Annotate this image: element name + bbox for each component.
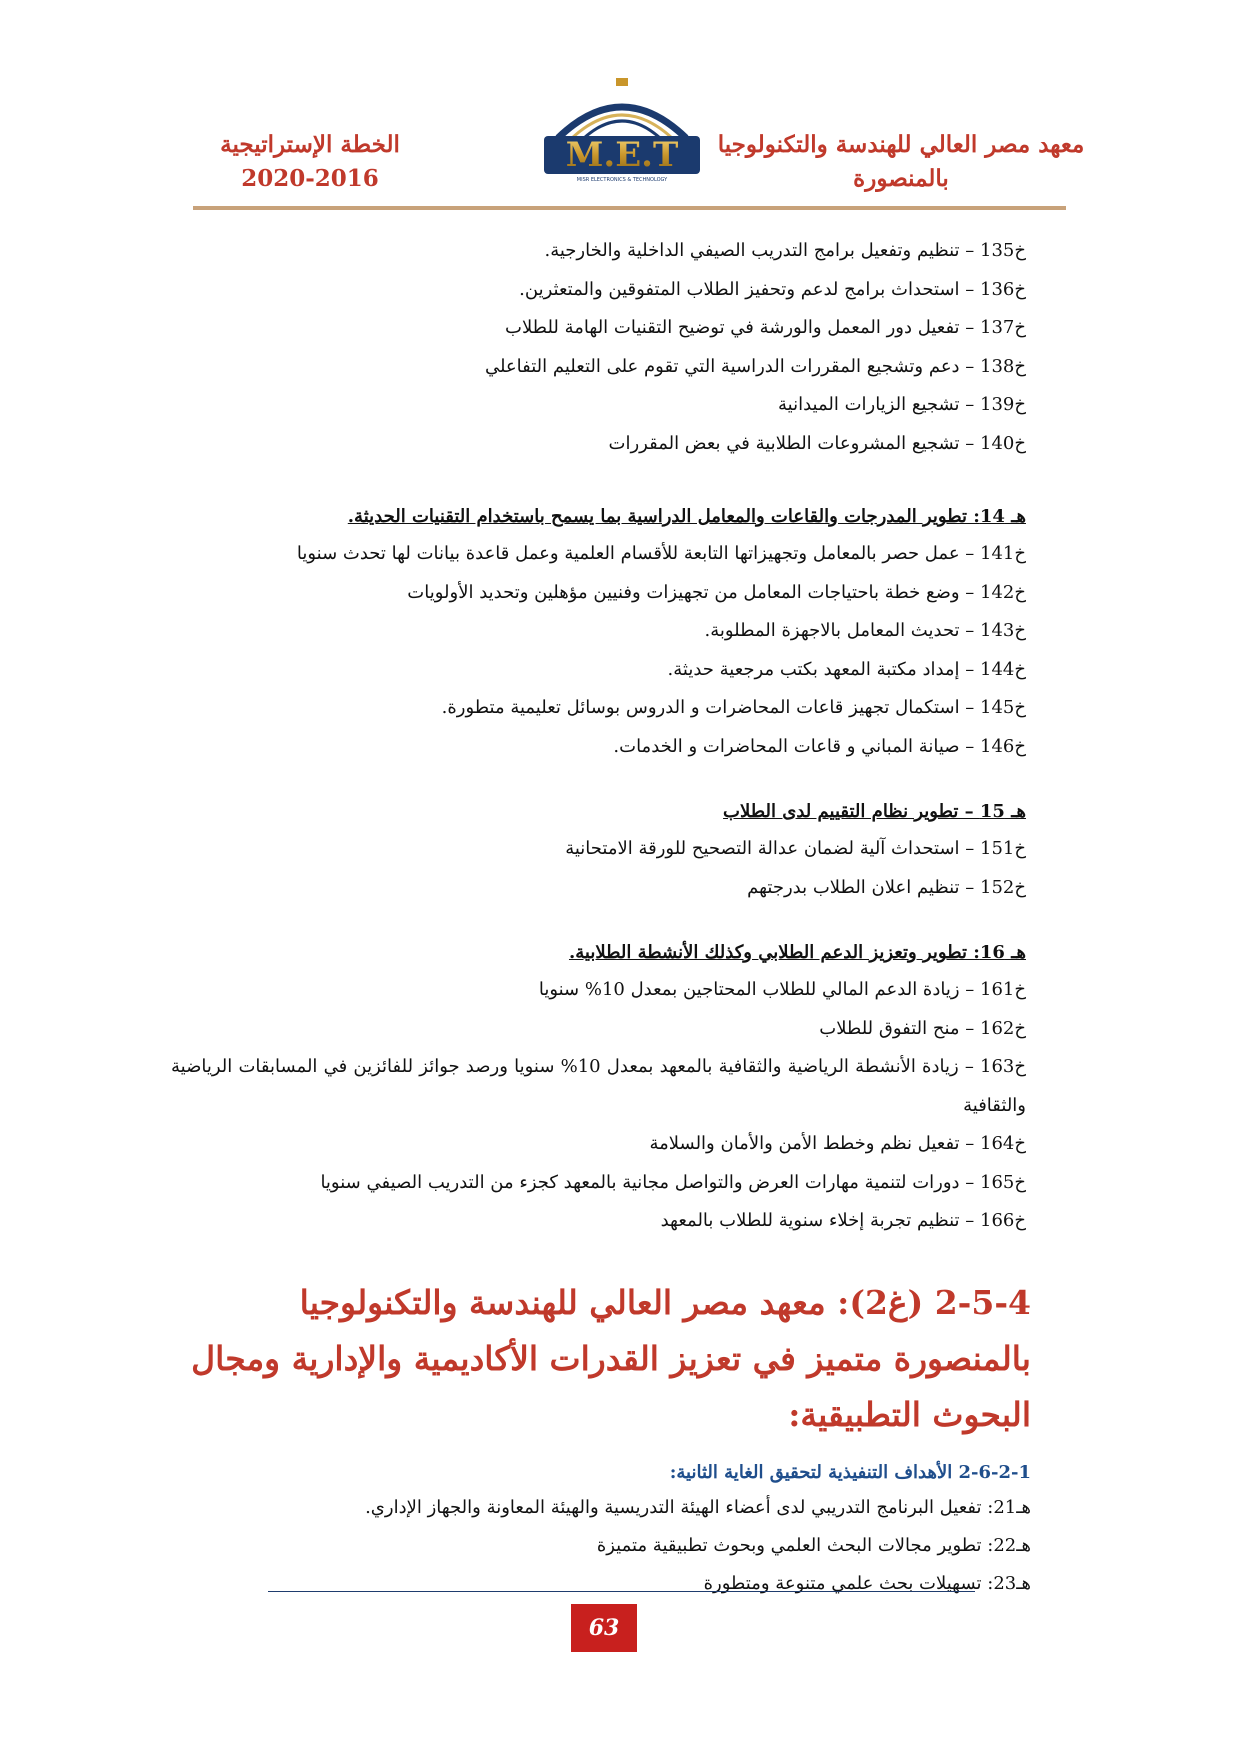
list-item: خ140 – تشجيع المشروعات الطلابية في بعض المقررات: [608, 432, 1026, 454]
list-item: خ141 – عمل حصر بالمعامل وتجهيزاتها التابعة للأقسام العلمية وعمل قاعدة بيانات لها تحدث سنويا: [296, 543, 1026, 564]
list-item: خ146 – صيانة المباني و قاعات المحاضرات و الخدمات.: [613, 735, 1026, 757]
list-item: خ164 – تفعيل نظم وخطط الأمن والأمان والسلامة: [649, 1133, 1026, 1154]
list-item: خ165 – دورات لتنمية مهارات العرض والتواصل مجانية بالمعهد كجزء من التدريب الصيفي سنويا: [320, 1171, 1026, 1193]
objective-item: هـ21: تفعيل البرنامج التدريبي لدى أعضاء الهيئة التدريسية والهيئة المعاونة والجهاز الإداري.: [365, 1496, 1031, 1518]
list-item: خ161 – زيادة الدعم المالي للطلاب المحتاجين بمعدل 10% سنويا: [538, 979, 1026, 1000]
section-15-list: [171, 830, 1061, 907]
plan-title: الخطة الإستراتيجية: [220, 131, 400, 158]
goal-2-objectives: [171, 1489, 1061, 1603]
page-number: 63: [571, 1604, 637, 1652]
section-14-title: هـ 14: تطوير المدرجات والقاعات والمعامل الدراسية بما يسمح باستخدام التقنيات الحديثة.: [347, 506, 1026, 527]
list-item: خ142 – وضع خطة باحتياجات المعامل من تجهيزات وفنيين مؤهلين وتحديد الأولويات: [407, 581, 1026, 603]
institute-name-line2: بالمنصورة: [853, 165, 949, 192]
list-item: خ135 – تنظيم وتفعيل برامج التدريب الصيفي الداخلية والخارجية.: [544, 240, 1026, 261]
logo-text: M.E.T: [565, 135, 679, 175]
objective-item: هـ23: تسهيلات بحث علمي متنوعة ومتطورة: [703, 1572, 1031, 1594]
list-continued: [171, 232, 1061, 463]
header-divider: [193, 206, 1066, 210]
goal-2-heading: 2-5-4 (غ2): معهد مصر العالي للهندسة والتكنولوجيا بالمنصورة متميز في تعزيز القدرات الأكاديمية والإدارية ومجال البحوث التطبيقية:: [191, 1282, 1031, 1434]
goal-2-subheading: 2-6-2-1 الأهداف التنفيذية لتحقيق الغاية الثانية:: [669, 1461, 1031, 1483]
section-16-title: هـ 16: تطوير وتعزيز الدعم الطلابي وكذلك الأنشطة الطلابية.: [568, 942, 1026, 963]
institute-name: [711, 128, 1091, 196]
list-item: خ163 – زيادة الأنشطة الرياضية والثقافية بالمعهد بمعدل 10% سنويا ورصد جوائز للفائزين في المسابقات الرياضية والثقافية: [171, 1056, 1027, 1116]
met-logo: [538, 78, 706, 184]
institute-name-line1: معهد مصر العالي للهندسة والتكنولوجيا: [717, 131, 1085, 158]
list-item: خ143 – تحديث المعامل بالاجهزة المطلوبة.: [704, 620, 1026, 641]
list-item: خ136 – استحداث برامج لدعم وتحفيز الطلاب المتفوقين والمتعثرين.: [519, 278, 1026, 300]
list-item: خ162 – منح التفوق للطلاب: [819, 1017, 1026, 1039]
list-item: خ138 – دعم وتشجيع المقررات الدراسية التي تقوم على التعليم التفاعلي: [484, 355, 1026, 377]
plan-years: 2020-2016: [241, 165, 379, 192]
list-item: خ151 – استحداث آلية لضمان عدالة التصحيح للورقة الامتحانية: [565, 838, 1026, 859]
section-16-list: [171, 971, 1061, 1241]
list-item: خ145 – استكمال تجهيز قاعات المحاضرات و الدروس بوسائل تعليمية متطورة.: [441, 697, 1026, 718]
section-14-list: [171, 535, 1061, 766]
list-item: خ152 – تنظيم اعلان الطلاب بدرجتهم: [747, 876, 1026, 898]
list-item: خ139 – تشجيع الزيارات الميدانية: [778, 394, 1026, 415]
page-content: [171, 232, 1061, 1603]
plan-title-block: [195, 128, 425, 196]
objective-item: هـ22: تطوير مجالات البحث العلمي وبحوث تطبيقية متميزة: [596, 1534, 1031, 1556]
list-item: خ144 – إمداد مكتبة المعهد بكتب مرجعية حديثة.: [667, 658, 1026, 680]
list-item: خ137 – تفعيل دور المعمل والورشة في توضيح التقنيات الهامة للطلاب: [505, 317, 1026, 338]
section-15-title: هـ 15 – تطوير نظام التقييم لدى الطلاب: [723, 801, 1026, 822]
list-item: خ166 – تنظيم تجربة إخلاء سنوية للطلاب بالمعهد: [660, 1210, 1026, 1231]
logo-subtext: MISR ELECTRONICS & TECHNOLOGY: [576, 177, 668, 183]
footer-divider: [268, 1591, 975, 1592]
